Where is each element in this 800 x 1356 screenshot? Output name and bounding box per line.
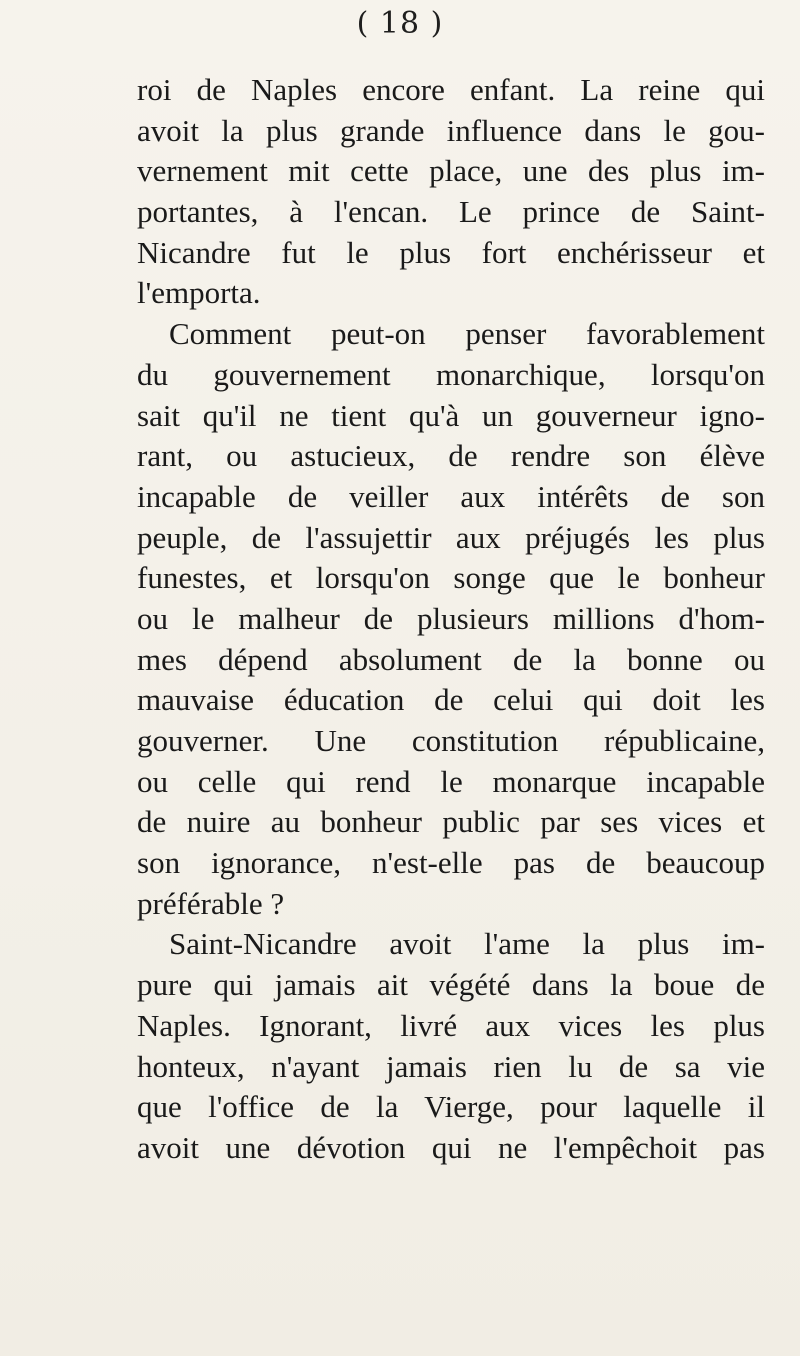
text-line: vernement mit cette place, une des plus im- [137,153,765,189]
body-text [137,70,765,1169]
text-line: honteux, n'ayant jamais rien lu de sa vie [137,1048,765,1084]
text-line: Nicandre fut le plus fort enchérisseur et [137,234,765,270]
paragraph [137,314,765,924]
text-line: préférable ? [137,885,285,921]
text-line: avoit une dévotion qui ne l'empêchoit pas [137,1129,765,1165]
text-line: son ignorance, n'est-elle pas de beaucoup [137,845,765,881]
paragraph [137,70,765,314]
text-line: l'emporta. [137,275,261,311]
text-line: rant, ou astucieux, de rendre son élève [137,438,765,474]
text-line: que l'office de la Vierge, pour laquelle il [137,1089,765,1125]
text-line: ou celle qui rend le monarque incapable [137,763,765,799]
text-line: Saint-Nicandre avoit l'ame la plus im- [169,926,765,962]
text-line: sait qu'il ne tient qu'à un gouverneur igno- [137,397,765,433]
text-line: avoit la plus grande influence dans le gou- [137,112,765,148]
text-line: mauvaise éducation de celui qui doit les [137,682,765,718]
text-line: incapable de veiller aux intérêts de son [137,478,765,514]
text-line: Comment peut-on penser favorablement [169,316,765,352]
text-line: mes dépend absolument de la bonne ou [137,641,765,677]
text-line: roi de Naples encore enfant. La reine qui [137,72,765,107]
text-line: ou le malheur de plusieurs millions d'hom- [137,600,765,636]
text-line: pure qui jamais ait végété dans la boue de [137,967,765,1003]
text-line: portantes, à l'encan. Le prince de Saint- [137,194,765,230]
text-line: de nuire au bonheur public par ses vices et [137,804,765,840]
paragraph [137,924,765,1168]
text-line: peuple, de l'assujettir aux préjugés les plus [137,519,765,555]
text-line: gouverner. Une constitution républicaine, [137,723,765,758]
text-line: du gouvernement monarchique, lorsqu'on [137,356,765,392]
page-number: ( 18 ) [356,6,444,41]
text-line: funestes, et lorsqu'on songe que le bonheur [137,560,765,596]
text-line: Naples. Ignorant, livré aux vices les plus [137,1007,765,1043]
